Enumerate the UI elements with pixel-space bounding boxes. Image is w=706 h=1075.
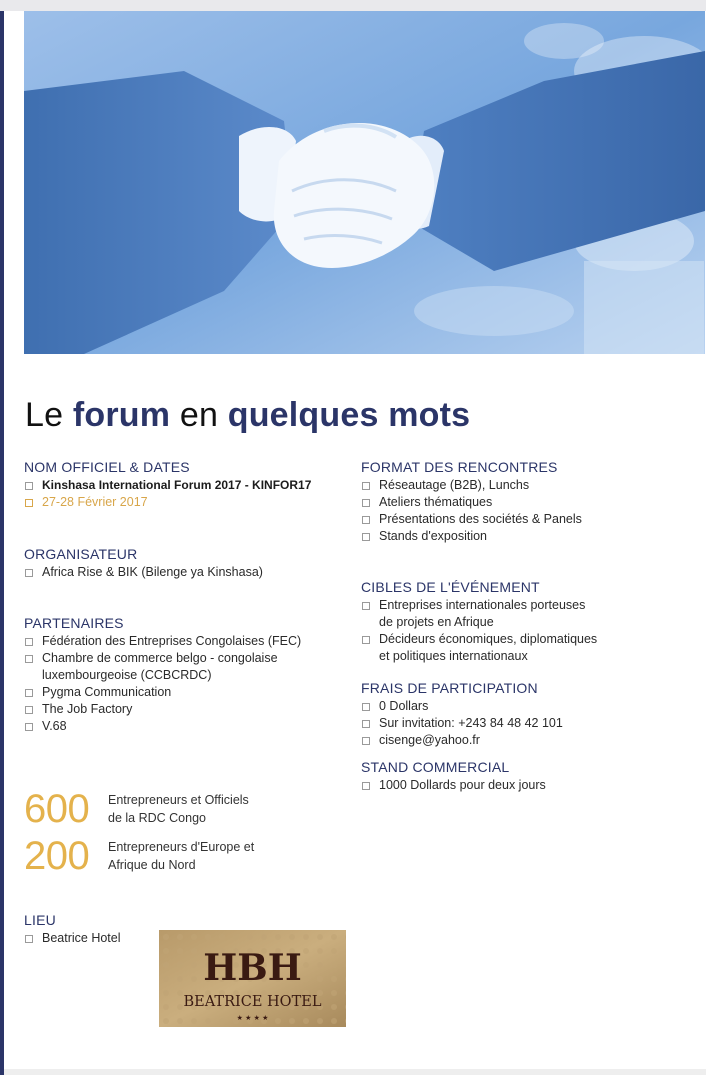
section-format [361, 459, 582, 545]
checkbox-icon [362, 737, 370, 745]
title-part-1: Le [25, 396, 64, 434]
title-part-2: forum [72, 396, 171, 434]
list-item: Décideurs économiques, diplomatiques [361, 631, 597, 648]
checkbox-icon [362, 782, 370, 790]
list-item: The Job Factory [24, 701, 301, 718]
section-heading: STAND COMMERCIAL [361, 759, 510, 775]
list-item: Fédération des Entreprises Congolaises (FEC) [24, 633, 301, 650]
list-item: cisenge@yahoo.fr [361, 732, 563, 749]
checkbox-icon [25, 723, 33, 731]
bottom-strip [4, 1069, 706, 1075]
list-item-continuation: et politiques internationaux [379, 649, 528, 663]
section-heading: PARTENAIRES [24, 615, 124, 631]
section-heading: ORGANISATEUR [24, 546, 138, 562]
hotel-logo [159, 930, 346, 1027]
list-item: Stands d'exposition [361, 528, 582, 545]
list-item: 0 Dollars [361, 698, 563, 715]
checkbox-icon [362, 720, 370, 728]
section-frais [361, 680, 563, 749]
list-item-continuation: luxembourgeoise (CCBCRDC) [42, 668, 212, 682]
list-item: Réseautage (B2B), Lunchs [361, 477, 582, 494]
checkbox-icon [25, 569, 33, 577]
section-heading: LIEU [24, 912, 56, 928]
list-item: Africa Rise & BIK (Bilenge ya Kinshasa) [24, 564, 263, 581]
checkbox-icon [362, 703, 370, 711]
section-cibles [361, 579, 597, 665]
handshake-icon [24, 11, 705, 354]
checkbox-icon [25, 655, 33, 663]
list-item: Kinshasa International Forum 2017 - KINFOR17 [24, 477, 311, 494]
list-item: Présentations des sociétés & Panels [361, 511, 582, 528]
section-heading: NOM OFFICIEL & DATES [24, 459, 190, 475]
logo-stars: ★ ★ ★ ★ [236, 1014, 269, 1022]
logo-monogram: HBH [203, 947, 302, 989]
list-item: 27-28 Février 2017 [24, 494, 311, 511]
top-strip [0, 0, 706, 11]
list-item: 1000 Dollards pour deux jours [361, 777, 546, 794]
stat-number: 600 [24, 787, 90, 831]
checkbox-icon [25, 689, 33, 697]
checkbox-icon [362, 636, 370, 644]
checkbox-icon [362, 533, 370, 541]
title-part-4: quelques mots [227, 396, 471, 434]
section-heading: FRAIS DE PARTICIPATION [361, 680, 538, 696]
hero-handshake-image [24, 11, 705, 354]
list-item: Entreprises internationales porteuses [361, 597, 597, 614]
list-item-continuation: de projets en Afrique [379, 615, 494, 629]
section-organisateur [24, 546, 263, 581]
section-lieu [24, 912, 121, 947]
checkbox-icon [362, 602, 370, 610]
list-item: Sur invitation: +243 84 48 42 101 [361, 715, 563, 732]
list-item: Ateliers thématiques [361, 494, 582, 511]
stat-600 [24, 789, 288, 829]
title-part-3: en [179, 396, 219, 434]
checkbox-icon [25, 706, 33, 714]
checkbox-icon [362, 482, 370, 490]
list-item: Pygma Communication [24, 684, 301, 701]
list-item: Chambre de commerce belgo - congolaise [24, 650, 301, 667]
section-heading: CIBLES DE L'ÉVÉNEMENT [361, 579, 540, 595]
list-item: Beatrice Hotel [24, 930, 121, 947]
stat-label: Entrepreneurs et Officiels de la RDC Congo [108, 793, 249, 825]
checkbox-icon [25, 638, 33, 646]
checkbox-icon [362, 499, 370, 507]
left-rule [0, 11, 4, 1075]
list-item: V.68 [24, 718, 301, 735]
page-title [25, 396, 470, 435]
logo-name: BEATRICE HOTEL [183, 994, 322, 1010]
checkbox-icon [25, 482, 33, 490]
section-nom-officiel [24, 459, 311, 511]
checkbox-icon [362, 516, 370, 524]
checkbox-icon [25, 499, 33, 507]
stat-label: Entrepreneurs d'Europe et Afrique du Nord [108, 840, 255, 872]
section-stand [361, 759, 546, 794]
stat-number: 200 [24, 834, 90, 878]
section-partenaires [24, 615, 301, 735]
checkbox-icon [25, 935, 33, 943]
stat-200 [24, 836, 288, 876]
section-heading: FORMAT DES RENCONTRES [361, 459, 558, 475]
